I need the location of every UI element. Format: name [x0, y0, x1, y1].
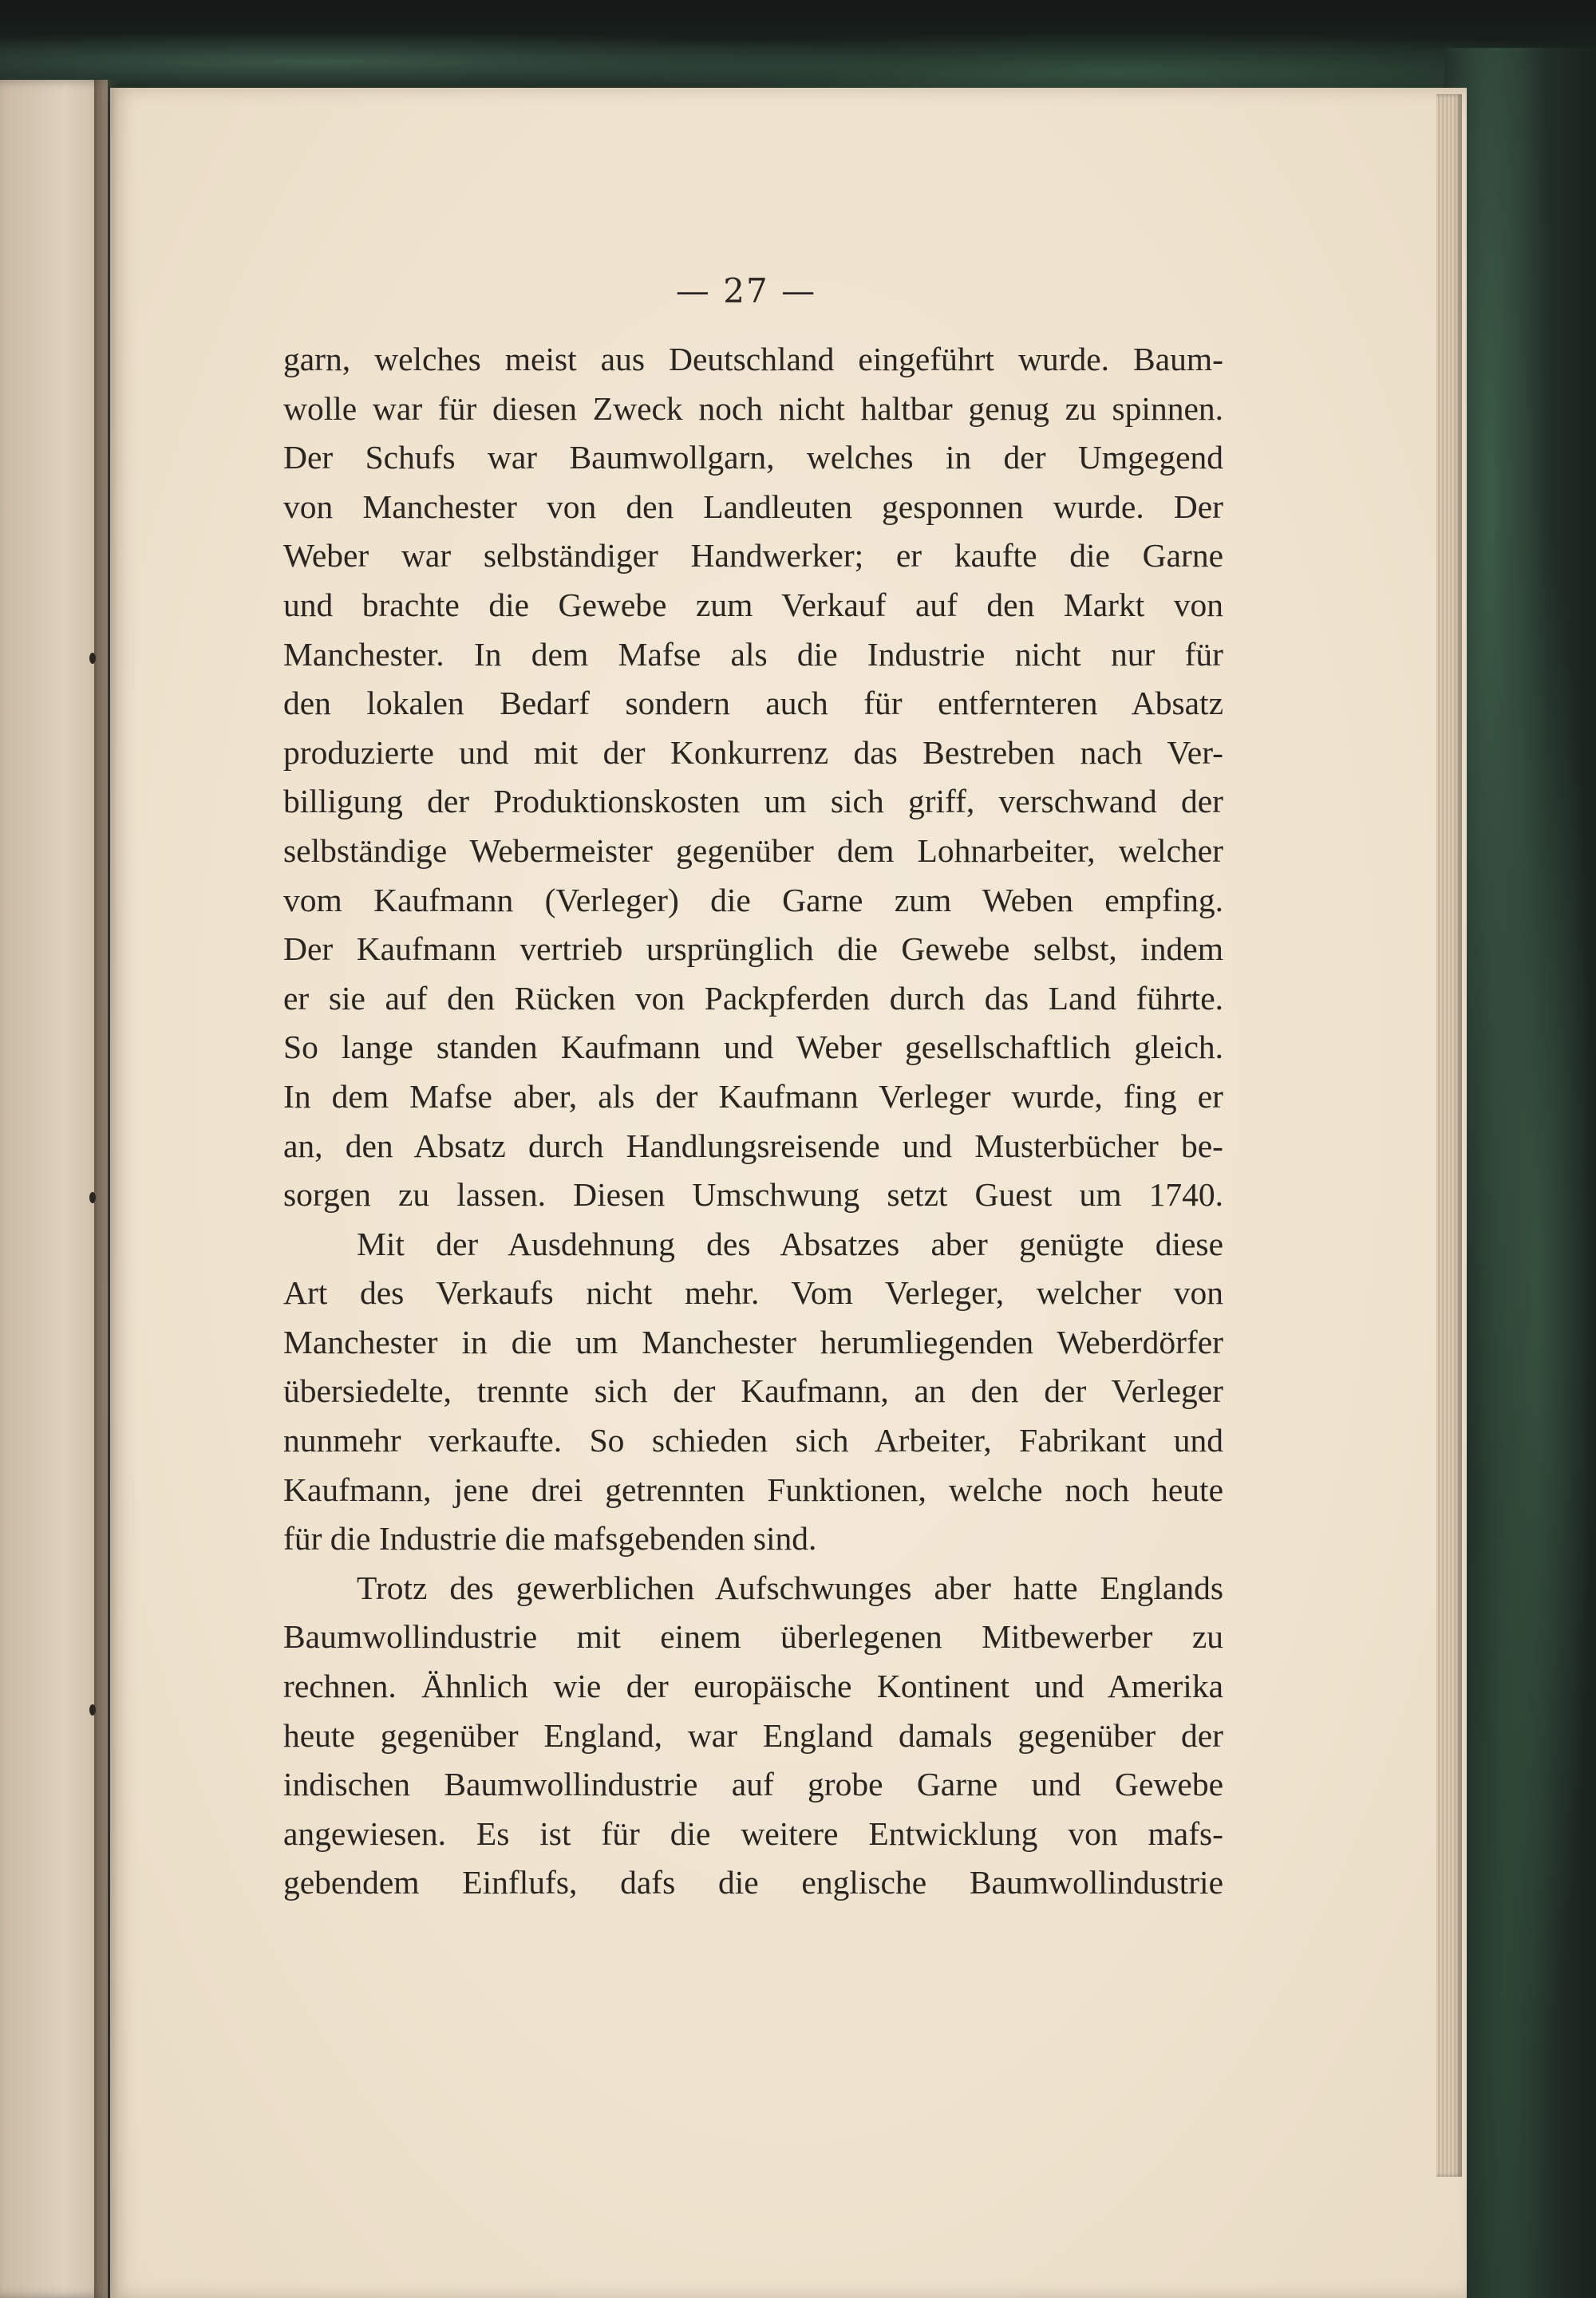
text-line: Der Schufs war Baumwollgarn, welches in der Umgegend [283, 439, 1223, 476]
text-line: nunmehr verkaufte. So schieden sich Arbeiter, Fabrikant und [283, 1422, 1223, 1459]
text-line: und brachte die Gewebe zum Verkauf auf den Markt von [283, 586, 1223, 623]
text-line: wolle war für diesen Zweck noch nicht haltbar genug zu spinnen. [283, 389, 1223, 427]
text-line: produzierte und mit der Konkurrenz das Bestreben nach Ver- [283, 733, 1223, 771]
body-text [283, 335, 1223, 1908]
text-line: gebendem Einflufs, dafs die englische Baumwollindustrie [283, 1864, 1223, 1901]
text-line: selbständige Webermeister gegenüber dem Lohnarbeiter, welcher [283, 831, 1223, 869]
text-line: angewiesen. Es ist für die weitere Entwicklung von mafs- [283, 1814, 1223, 1852]
text-line: übersiedelte, trennte sich der Kaufmann, an den der Verleger [283, 1372, 1223, 1410]
text-line: an, den Absatz durch Handlungsreisende und Musterbücher be- [283, 1127, 1223, 1164]
page-stack-edge [1436, 94, 1462, 2177]
text-line: Manchester. In dem Mafse als die Industrie nicht nur für [283, 635, 1223, 673]
text-line: So lange standen Kaufmann und Weber gesellschaftlich gleich. [283, 1029, 1223, 1066]
text-line: garn, welches meist aus Deutschland eingeführt wurde. Baum- [283, 341, 1223, 377]
text-line: vom Kaufmann (Verleger) die Garne zum Weben empfing. [283, 881, 1223, 918]
book-cover-right [1444, 48, 1596, 2298]
margin-mark [89, 1192, 96, 1203]
left-page-edge [0, 80, 108, 2298]
text-line: Kaufmann, jene drei getrennten Funktionen, welche noch heute [283, 1471, 1223, 1508]
text-line: für die Industrie die mafsgebenden sind. [283, 1520, 817, 1558]
text-line: heute gegenüber England, war England damals gegenüber der [283, 1716, 1223, 1754]
text-line: den lokalen Bedarf sondern auch für entfernteren Absatz [283, 685, 1223, 722]
text-line: billigung der Produktionskosten um sich griff, verschwand der [283, 783, 1223, 820]
text-line: sorgen zu lassen. Diesen Umschwung setzt Guest um 1740. [283, 1176, 1223, 1214]
text-line: In dem Mafse aber, als der Kaufmann Verleger wurde, fing er [283, 1077, 1223, 1115]
text-line: Art des Verkaufs nicht mehr. Vom Verleger, welcher von [283, 1274, 1223, 1312]
text-line: Der Kaufmann vertrieb ursprünglich die Gewebe selbst, indem [283, 930, 1223, 968]
text-line: er sie auf den Rücken von Packpferden durch das Land führte. [283, 979, 1223, 1017]
text-line: Weber war selbständiger Handwerker; er kaufte die Garne [283, 537, 1223, 574]
margin-mark [89, 1704, 96, 1716]
margin-mark [89, 653, 96, 664]
text-line: Mit der Ausdehnung des Absatzes aber genügte diese [357, 1225, 1223, 1262]
text-line: rechnen. Ähnlich wie der europäische Kontinent und Amerika [283, 1668, 1223, 1705]
text-line: von Manchester von den Landleuten gesponnen wurde. Der [283, 488, 1223, 525]
text-line: Manchester in die um Manchester herumliegenden Weberdörfer [283, 1323, 1223, 1360]
text-line: indischen Baumwollindustrie auf grobe Garne und Gewebe [283, 1766, 1223, 1803]
page-number: — 27 — [675, 271, 817, 310]
text-line: Baumwollindustrie mit einem überlegenen Mitbewerber zu [283, 1618, 1223, 1656]
text-line: Trotz des gewerblichen Aufschwunges aber hatte Englands [357, 1569, 1223, 1606]
book-gutter [94, 80, 118, 2298]
